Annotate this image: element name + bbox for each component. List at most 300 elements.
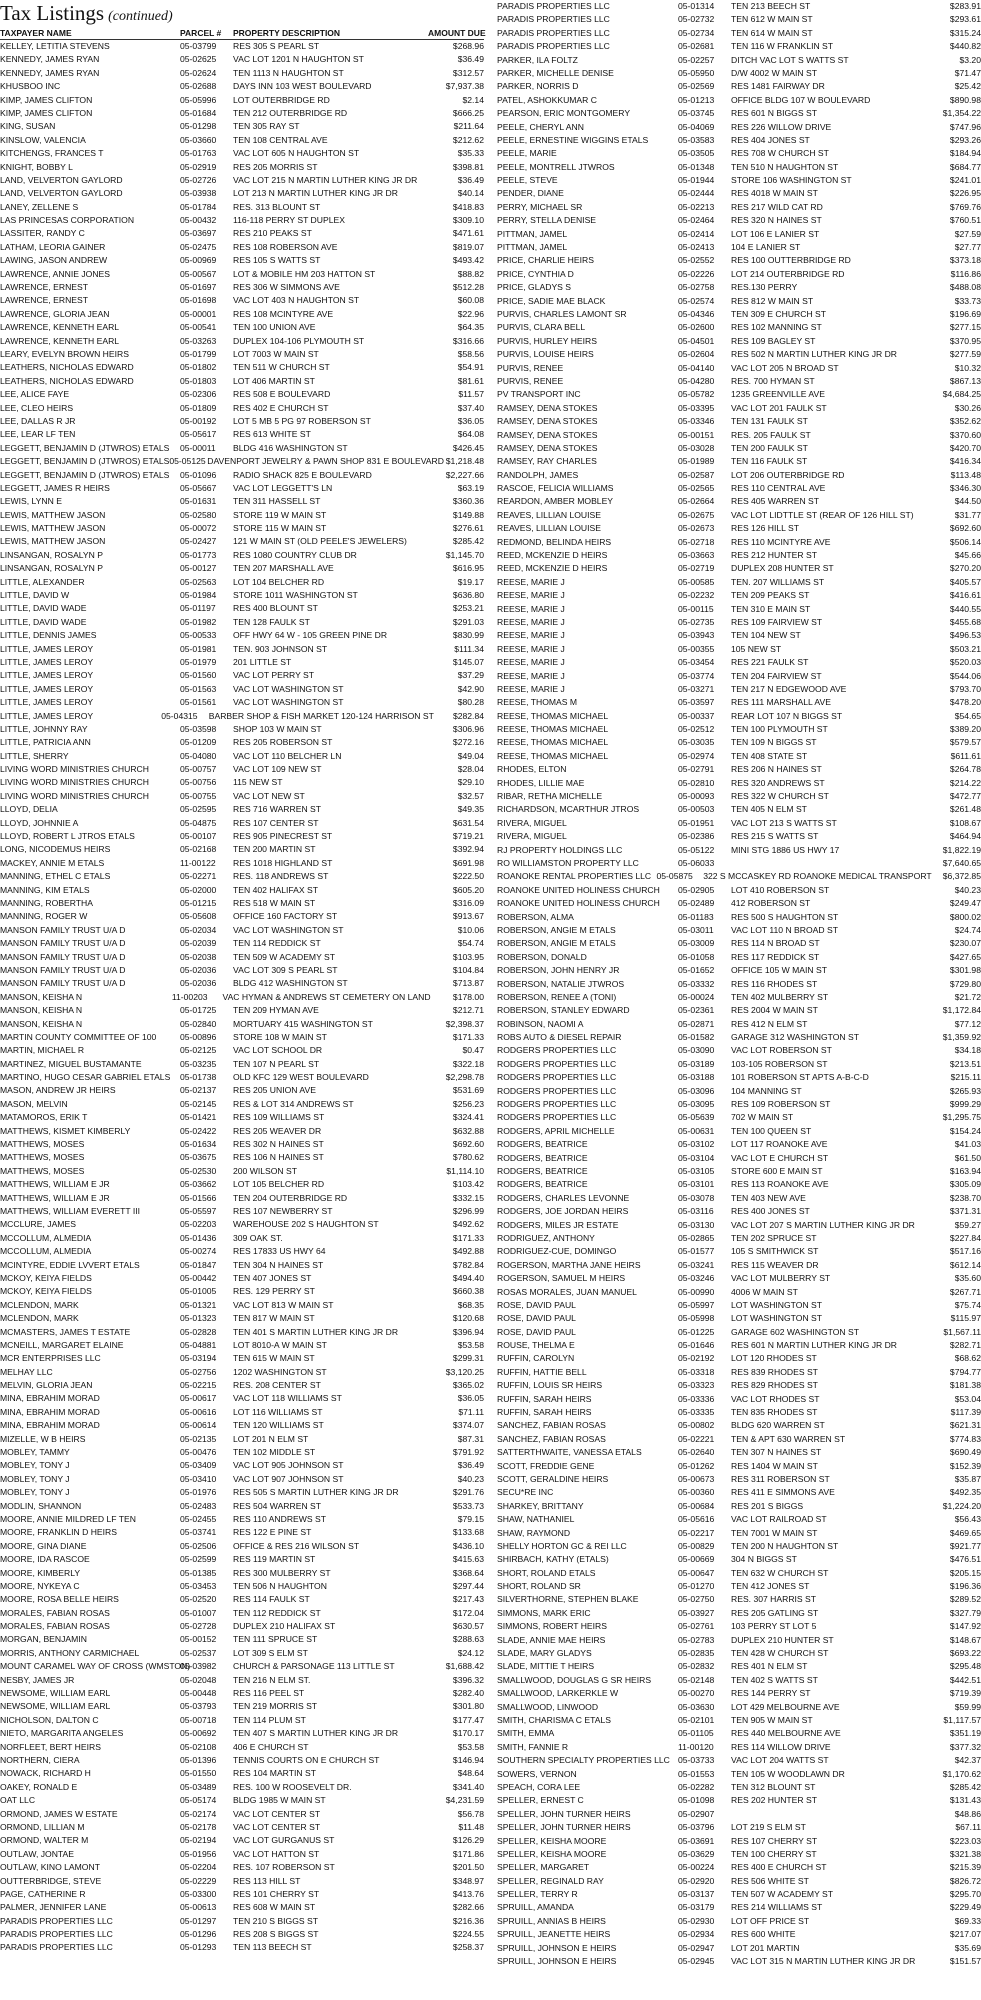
taxpayer-name: NEWSOME, WILLIAM EARL [0,1688,111,1699]
table-row [0,1058,484,1071]
taxpayer-name: ROBERSON, RENEE A (TONI) [497,991,617,1002]
property-description: RES 402 E CHURCH ST [233,402,329,413]
property-description: TEN 114 PLUM ST [233,1714,306,1725]
taxpayer-name: RODGERS, BEATRICE [497,1152,588,1163]
property-description: BLDG 1985 W MAIN ST [233,1795,326,1806]
parcel-number: 05-01802 [180,362,217,373]
property-description: TEN 307 N HAINES ST [731,1447,822,1458]
property-description: RES. 700 HYMAN ST [731,375,815,386]
property-description: TEN 304 N HAINES ST [233,1259,324,1270]
parcel-number: 05-01270 [678,1581,715,1592]
amount-due: $201.50 [452,1862,484,1873]
parcel-number: 05-02673 [678,523,715,534]
taxpayer-name: MANNING, KIM ETALS [0,884,90,895]
table-row [497,1044,981,1057]
amount-due: $272.16 [452,737,484,748]
parcel-number: 05-03137 [678,1889,715,1900]
amount-due: $729.80 [949,978,981,989]
parcel-number: 05-03263 [180,335,217,346]
taxpayer-name: MANNING, ETHEL C ETALS [0,871,111,882]
taxpayer-name: ROBERSON, NATALIE JTWROS [497,978,625,989]
taxpayer-name: LITTLE, SHERRY [0,750,69,761]
parcel-number: 05-02840 [180,1018,217,1029]
taxpayer-name: MANNING, ROGER W [0,911,88,922]
amount-due: $666.25 [452,107,484,118]
amount-due: $312.57 [452,67,484,78]
table-row [497,1687,981,1700]
parcel-number: 05-05875 [656,871,693,882]
amount-due: $3,120.25 [445,1366,484,1377]
property-description: TEN 102 MIDDLE ST [233,1447,316,1458]
property-description: RES 110 ANDREWS ST [233,1513,326,1524]
parcel-number: 05-02756 [180,1366,217,1377]
parcel-number: 05-02282 [678,1781,715,1792]
table-row [497,429,981,442]
parcel-number: 05-03691 [678,1835,715,1846]
parcel-number: 05-00503 [678,804,715,815]
taxpayer-name: SHARKEY, BRITTANY [497,1500,584,1511]
amount-due: $226.95 [949,188,981,199]
taxpayer-name: ROSE, DAVID PAUL [497,1299,576,1310]
taxpayer-name: PARADIS PROPERTIES LLC [0,1929,113,1940]
property-description: VAC LOT PERRY ST [233,670,315,681]
amount-due: $108.67 [949,817,981,828]
property-description: VAC LOT 110 N BROAD ST [731,924,838,935]
taxpayer-name: LITTLE, JAMES LEROY [0,656,94,667]
taxpayer-name: LEGGETT, JAMES R HEIRS [0,482,110,493]
property-description: TEN 131 FAULK ST [731,416,808,427]
parcel-number: 05-04875 [180,817,217,828]
amount-due: $116.86 [950,268,981,279]
table-row [497,1286,981,1299]
property-description: TEN 905 W MAIN ST [731,1715,813,1725]
parcel-number: 05-01634 [180,1139,217,1150]
table-row [0,1098,484,1111]
taxpayer-name: RODGERS PROPERTIES LLC [497,1099,617,1110]
table-row [0,991,484,1004]
amount-due: $48.64 [457,1768,484,1779]
property-description: STORE 115 W MAIN ST [233,523,327,534]
table-row [497,1366,981,1379]
taxpayer-name: LIVING WORD MINISTRIES CHURCH [0,790,149,801]
parcel-number: 05-01944 [678,175,715,186]
table-row [497,1701,981,1714]
table-row [0,830,484,843]
parcel-number: 05-03662 [180,1179,217,1190]
table-row [497,937,981,950]
title-continued: (continued) [108,9,173,24]
taxpayer-name: LEE, LEAR LF TEN [0,429,76,440]
taxpayer-name: SCOTT, GERALDINE HEIRS [497,1473,609,1484]
amount-due: $212.71 [452,1005,484,1016]
parcel-number: 05-02530 [180,1165,217,1176]
table-row [0,629,484,642]
amount-due: $794.77 [949,1366,981,1377]
taxpayer-name: SPELLER, JOHN TURNER HEIRS [497,1808,631,1819]
parcel-number: 05-01385 [180,1567,217,1578]
taxpayer-name: MATAMOROS, ERIK T [0,1112,88,1123]
amount-due: $341.40 [452,1781,484,1792]
parcel-number: 05-01293 [180,1942,217,1953]
amount-due: $53.04 [954,1393,981,1404]
table-row [0,1232,484,1245]
taxpayer-name: REESE, THOMAS M [497,697,578,708]
taxpayer-name: PRICE, GLADYS S [497,282,572,293]
table-row [497,67,981,80]
taxpayer-name: RICHARDSON, MCARTHUR JTROS [497,804,640,815]
property-description: VAC LOT 205 N BROAD ST [731,362,839,373]
parcel-number: 05-01566 [180,1192,217,1203]
property-description: RES 205 UNION AVE [233,1085,316,1096]
amount-due: $113.48 [950,469,981,480]
amount-due: $258.37 [452,1942,484,1953]
parcel-number: 05-02148 [678,1674,715,1685]
amount-due: $103.42 [452,1179,484,1190]
taxpayer-name: REESE, MARIE J [497,630,565,641]
parcel-number: 05-02600 [678,322,715,333]
amount-due: $416.61 [949,590,981,601]
property-description: RES 108 ROBERSON AVE [233,241,338,252]
table-row [0,415,484,428]
taxpayer-name: PARKER, ILA FOLTZ [497,54,578,65]
property-description: RES 144 PERRY ST [731,1688,811,1699]
table-row [0,241,484,254]
parcel-number: 05-03629 [678,1848,715,1859]
amount-due: $309.10 [452,215,484,226]
taxpayer-name: SLADE, MARY GLADYS [497,1648,592,1659]
property-description: RES 322 W CHURCH ST [731,791,829,802]
parcel-number: 05-01396 [180,1755,217,1765]
table-row [497,1714,981,1727]
parcel-number: 05-03410 [180,1473,217,1484]
table-row [497,562,981,575]
parcel-number: 05-02580 [180,509,217,520]
parcel-number: 05-02221 [678,1433,715,1444]
amount-due: $170.17 [452,1728,484,1739]
amount-due: $469.65 [949,1527,981,1538]
property-description: BARBER SHOP & FISH MARKET 120-124 HARRISON ST [208,710,434,721]
amount-due: $472.77 [949,791,981,802]
taxpayer-name: MINA, EBRAHIM MORAD [0,1420,100,1431]
property-description: GARAGE 602 WASHINGTON ST [731,1326,859,1337]
parcel-number: 05-00756 [180,777,217,788]
property-description: RES 208 S BIGGS ST [233,1929,319,1940]
amount-due: $177.47 [452,1714,484,1725]
table-row [497,549,981,562]
property-description: MINI STG 1886 US HWY 17 [731,844,840,855]
table-row [497,870,981,883]
parcel-number: 05-02719 [678,563,715,574]
table-row [0,1299,484,1312]
table-row [497,951,981,964]
taxpayer-name: SHIRBACH, KATHY (ETALS) [497,1554,609,1565]
table-row [0,1767,484,1780]
table-row [0,321,484,334]
amount-due: $291.76 [452,1487,484,1498]
amount-due: $36.49 [457,54,484,65]
parcel-number: 05-02361 [678,1005,715,1016]
table-row [0,482,484,495]
amount-due: $660.38 [452,1286,484,1297]
property-description: RES 600 WHITE [731,1929,796,1940]
parcel-number: 05-03663 [678,550,715,561]
property-description: RES 109 WILLIAMS ST [233,1112,325,1123]
parcel-number: 05-02506 [180,1540,217,1551]
taxpayer-name: LEATHERS, NICHOLAS EDWARD [0,375,134,386]
taxpayer-name: SMITH, FANNIE R [497,1741,569,1752]
taxpayer-name: PITTMAN, JAMEL [497,228,568,239]
property-description: TEN 506 N HAUGHTON [233,1580,327,1591]
parcel-number: 05-01007 [180,1607,217,1618]
parcel-number: 05-03982 [180,1661,217,1672]
amount-due: $396.32 [452,1674,484,1685]
parcel-number: 05-00718 [180,1714,217,1725]
table-row [497,214,981,227]
parcel-number: 05-01784 [180,201,217,212]
table-row [497,1473,981,1486]
table-row [0,1888,484,1901]
property-description: VAC HYMAN & ANDREWS ST CEMETERY ON LAND [222,991,431,1002]
table-row [0,870,484,883]
parcel-number: 05-03101 [678,1179,715,1190]
parcel-number: 05-02810 [678,777,715,788]
taxpayer-name: MANSON, KEISHA N [0,991,83,1002]
taxpayer-name: SPRUILL, JOHNSON E HEIRS [497,1942,617,1953]
table-row [0,1352,484,1365]
property-description: TEN 408 STATE ST [731,750,808,761]
left-listing [0,40,484,1955]
property-description: RES. 129 PERRY ST [233,1286,315,1297]
taxpayer-name: KELLEY, LETITIA STEVENS [0,41,110,51]
table-row [0,1151,484,1164]
amount-due: $632.88 [452,1125,484,1136]
table-row [0,53,484,66]
table-row [497,121,981,134]
amount-due: $612.14 [949,1259,981,1270]
parcel-number: 05-01979 [180,656,217,667]
parcel-number: 05-05998 [678,1313,715,1324]
property-description: 101 ROBERSON ST APTS A-B-C-D [731,1072,869,1083]
table-row [497,1486,981,1499]
taxpayer-name: SLADE, ANNIE MAE HEIRS [497,1634,606,1645]
property-description: TEN 402 MULBERRY ST [731,991,829,1002]
amount-due: $503.21 [949,643,981,654]
property-description: VAC LOT E CHURCH ST [731,1152,829,1163]
property-description: WAREHOUSE 202 S HAUGHTON ST [233,1219,379,1230]
property-description: RES 205 GATLING ST [731,1607,819,1618]
table-row [0,187,484,200]
property-description: LOT 201 N ELM ST [233,1433,309,1444]
taxpayer-name: LAWING, JASON ANDREW [0,255,108,266]
amount-due: $267.71 [949,1286,981,1297]
parcel-number: 05-05996 [180,94,217,105]
amount-due: $28.04 [457,764,484,775]
taxpayer-name: RODGERS PROPERTIES LLC [497,1058,617,1069]
taxpayer-name: RASCOE, FELICIA WILLIAMS [497,483,614,494]
table-row [497,1272,981,1285]
header-taxpayer: TAXPAYER NAME [0,28,72,38]
table-row [497,1379,981,1392]
taxpayer-name: LIVING WORD MINISTRIES CHURCH [0,764,149,775]
parcel-number: 05-02101 [678,1715,715,1725]
property-description: STORE 600 E MAIN ST [731,1165,823,1176]
property-description: VAC LOT 813 W MAIN ST [233,1299,334,1310]
property-description: OFFICE BLDG 107 W BOULEVARD [731,94,871,105]
amount-due: $33.73 [954,295,981,306]
parcel-number: 05-03188 [678,1072,715,1083]
amount-due: $293.26 [949,134,981,145]
amount-due: $420.70 [949,442,981,453]
table-row [497,415,981,428]
taxpayer-name: PARADIS PROPERTIES LLC [0,1915,113,1926]
taxpayer-name: MATTHEWS, WILLIAM EVERETT III [0,1205,141,1216]
property-description: STORE 119 W MAIN ST [233,509,327,520]
property-description [731,857,925,870]
taxpayer-name: ROANOKE RENTAL PROPERTIES LLC [497,871,652,882]
table-row [497,1821,981,1834]
parcel-number: 05-00829 [678,1540,715,1551]
amount-due: $163.94 [949,1165,981,1176]
property-description: TEN. 903 JOHNSON ST [233,643,328,654]
property-description: RES 812 W MAIN ST [731,295,814,306]
property-description: RES 508 E BOULEVARD [233,389,331,400]
taxpayer-name: PARKER, MICHELLE DENISE [497,67,614,78]
table-row [0,455,484,468]
amount-due: $283.91 [949,1,981,11]
table-row [497,1446,981,1459]
taxpayer-name: MATTHEWS, MOSES [0,1139,85,1150]
table-row [0,227,484,240]
amount-due: $30.26 [954,402,981,413]
parcel-number: 05-02036 [180,964,217,975]
amount-due: $56.78 [457,1808,484,1819]
amount-due: $241.01 [949,175,981,186]
table-row [0,107,484,120]
amount-due: $11.48 [458,1821,484,1832]
parcel-number: 05-00585 [678,576,715,587]
property-description: RES 101 CHERRY ST [233,1888,320,1899]
amount-due: $6,372.85 [942,871,981,882]
amount-due: $61.50 [954,1152,981,1163]
property-description: RES 411 E SIMMONS AVE [731,1487,835,1498]
amount-due: $29.10 [457,777,484,788]
table-row [0,40,484,53]
parcel-number: 05-00541 [180,322,217,333]
property-description: RES 601 N MARTIN LUTHER KING JR DR [731,1340,898,1351]
amount-due: $213.51 [949,1058,981,1069]
table-row [0,710,484,723]
taxpayer-name: ROGERSON, MARTHA JANE HEIRS [497,1259,641,1270]
parcel-number: 05-03454 [678,657,715,668]
taxpayer-name: SPRUILL, ANNIAS B HEIRS [497,1915,606,1926]
amount-due: $35.60 [954,1273,981,1284]
property-description: RES. 107 ROBERSON ST [233,1862,335,1873]
right-listing [497,0,981,1968]
taxpayer-name: MCCLURE, JAMES [0,1219,76,1230]
property-description: VAC LOT RHODES ST [731,1393,820,1404]
table-row [0,803,484,816]
table-row [0,147,484,160]
parcel-number: 05-02625 [180,54,217,65]
parcel-number: 05-01183 [678,911,714,922]
table-row [0,1379,484,1392]
parcel-number: 05-03095 [678,1099,715,1110]
parcel-number: 05-05617 [180,429,217,440]
taxpayer-name: MORALES, FABIAN ROSAS [0,1621,110,1632]
table-row [497,1660,981,1673]
amount-due: $440.82 [949,41,981,52]
property-description: RES 111 MARSHALL AVE [731,697,831,708]
taxpayer-name: LEWIS, MATTHEW JASON [0,509,106,520]
taxpayer-name: PARADIS PROPERTIES LLC [497,41,610,52]
property-description: TEN 200 MARTIN ST [233,844,316,855]
property-description: TEN 104 NEW ST [731,630,801,641]
parcel-number: 05-03335 [678,1407,715,1418]
property-description: LOT 7003 W MAIN ST [233,348,319,359]
amount-due: $301.98 [949,965,981,976]
property-description: RES 504 WARREN ST [233,1500,322,1511]
property-description: RES 404 JONES ST [731,134,810,145]
amount-due: $285.42 [949,1781,981,1792]
taxpayer-name: NICHOLSON, DALTON C [0,1714,99,1725]
parcel-number: 05-02734 [678,27,715,38]
amount-due: $36.49 [457,1460,484,1471]
taxpayer-name: LEWIS, MATTHEW JASON [0,523,106,534]
table-row [497,1219,981,1232]
table-row [497,1111,981,1124]
property-description: LOT 206 OUTERBRIDGE RD [731,469,845,480]
table-row [0,294,484,307]
amount-due: $636.80 [452,590,484,601]
parcel-number: 05-03733 [678,1755,715,1766]
amount-due: $295.48 [949,1661,981,1672]
property-description: 412 ROBERSON ST [731,898,811,909]
property-description: RES 505 S MARTIN LUTHER KING JR DR [233,1487,399,1498]
amount-due: $171.33 [452,1031,484,1042]
table-row [497,1888,981,1901]
property-description: RES 226 WILLOW DRIVE [731,121,832,132]
property-description: RES 102 MANNING ST [731,322,822,333]
amount-due: $360.36 [452,496,484,507]
parcel-number: 05-02758 [678,282,715,293]
parcel-number: 05-02512 [678,724,715,735]
property-description: 121 W MAIN ST (OLD PEELE'S JEWELERS) [233,536,407,547]
taxpayer-name: LEWIS, MATTHEW JASON [0,536,106,547]
amount-due: $40.23 [954,884,981,895]
property-description: GARAGE 312 WASHINGTON ST [731,1032,859,1043]
property-description: TEN & APT 630 WARREN ST [731,1433,846,1444]
taxpayer-name: SIMMONS, ROBERT HEIRS [497,1621,607,1632]
table-row [497,1848,981,1861]
taxpayer-name: REAVES, LILLIAN LOUISE [497,509,601,520]
parcel-number: 05-00647 [678,1567,715,1578]
table-row [0,254,484,267]
parcel-number: 05-01561 [180,697,217,708]
table-row [0,1861,484,1874]
taxpayer-name: RANDOLPH, JAMES [497,469,579,480]
amount-due: $77.12 [954,1018,981,1029]
parcel-number: 05-03675 [180,1152,217,1163]
table-row [497,1647,981,1660]
parcel-number: 05-05174 [180,1795,217,1806]
parcel-number: 05-02974 [678,750,715,761]
amount-due: $27.77 [954,242,981,253]
taxpayer-name: KENNEDY, JAMES RYAN [0,54,100,65]
property-description: LOT 120 RHODES ST [731,1353,817,1364]
table-row [497,897,981,910]
property-description: RES 1018 HIGHLAND ST [233,857,333,868]
amount-due: $579.57 [949,737,981,748]
